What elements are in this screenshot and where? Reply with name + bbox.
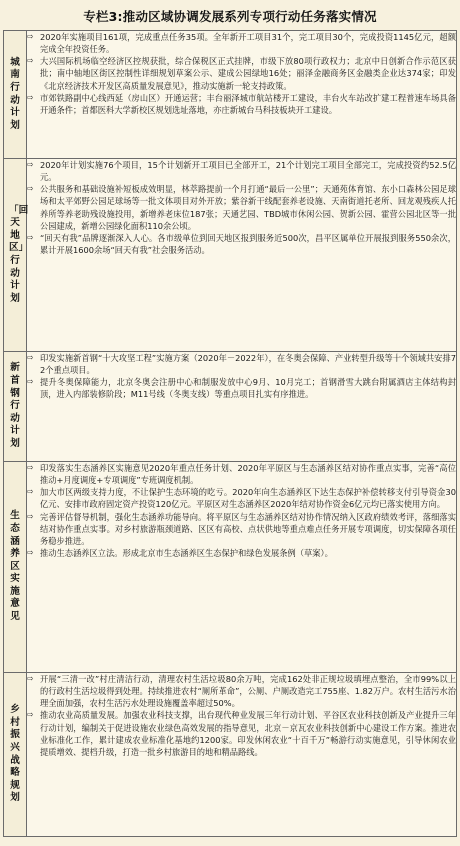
task-item bbox=[27, 709, 456, 758]
section-label-cell bbox=[4, 673, 27, 837]
arrow-icon: ⇨ bbox=[27, 710, 34, 720]
task-item-text: 开展“三清一改”村庄清洁行动，清理农村生活垃圾80余万吨，完成162处非正规垃圾填埋点整治，全市99%以上的行政村生活垃圾得到处理。持续推进农村“厕所革命”，公厕、户厕改造完工755座、1.82万户。农村生活污水治理全面加强，农村生活污水处理设施覆盖率超过50%。 bbox=[40, 674, 456, 709]
section-label: 新首钢行动计划 bbox=[10, 362, 20, 449]
task-item bbox=[27, 232, 456, 256]
task-item-text: 2020年计划实施76个项目，15个计划新开工项目已全部开工，21个计划完工项目全部完工，完成投资约52.5亿元。 bbox=[40, 160, 456, 183]
task-item bbox=[27, 462, 456, 486]
task-table bbox=[3, 30, 457, 837]
arrow-icon: ⇨ bbox=[27, 92, 34, 102]
section-items-cell bbox=[27, 462, 457, 673]
section-items-cell bbox=[27, 31, 457, 159]
section-row bbox=[4, 462, 457, 673]
task-item-text: 提升冬奥保障能力，北京冬奥会注册中心和制服发放中心9月、10月完工；首钢滑雪大跳台附属酒店主体结构封顶，进入内部装修阶段；M11号线（冬奥支线）等重点项目扎实有序推进。 bbox=[40, 377, 456, 400]
task-item-text: 完善评估督导机制，强化生态涵养功能导向。将平原区与生态涵养区结对协作情况纳入区政府绩效考评，落细落实结对协作重点实事。对乡村旅游瓶颈道路、区区有高校、点状供地等重点难点任务开展专项调度，切实保障各项任务稳步推进。 bbox=[40, 511, 456, 546]
section-items-cell bbox=[27, 352, 457, 462]
task-item-text: 2020年实施项目161项，完成重点任务35项。全年新开工项目31个，完工项目30个，完成投资1145亿元，超额完成全年投资任务。 bbox=[40, 32, 456, 55]
arrow-icon: ⇨ bbox=[27, 56, 34, 66]
task-item-text: 印发实施新首钢“十大攻坚工程”实施方案（2020年－2022年），在冬奥会保障、产业转型升级等十个领域共安排72个重点项目。 bbox=[40, 353, 456, 376]
section-label: 乡村振兴战略规划 bbox=[10, 704, 20, 804]
section-row bbox=[4, 352, 457, 462]
column-title: 专栏3:推动区域协调发展系列专项行动任务落实情况 bbox=[83, 9, 377, 24]
arrow-icon: ⇨ bbox=[27, 377, 34, 387]
task-item-text: 推动生态涵养区立法。形成北京市生态涵养区生态保护和绿色发展条例（草案）。 bbox=[40, 548, 333, 559]
section-label-cell bbox=[4, 159, 27, 352]
section-row bbox=[4, 31, 457, 159]
task-item bbox=[27, 92, 456, 116]
task-item-text: 推动农业高质量发展。加强农业科技支撑，出台现代种业发展三年行动计划、平谷区农业科技创新及产业提升三年行动计划，编制关于促进设施农业绿色高效发展的指导意见，北京－京瓦农业科技创新中心建设工作方案。推进农业标准化工作，累计建成农业标准化基地约1200家。印发休闲农业“十百千万”畅游行动实施意见，引导休闲农业提质增效、提档升级，打造一批乡村旅游目的地和精品路线。 bbox=[40, 710, 456, 757]
task-item bbox=[27, 352, 456, 376]
task-item-text: 加大市区两级支持力度，不让保护生态环境的吃亏。2020年向生态涵养区下达生态保护补偿转移支付引导资金30亿元、安排市政府固定资产投资120亿元。平原区对生态涵养区2020年结对协作资金6亿元均已落实使用方向。 bbox=[40, 487, 456, 510]
section-row bbox=[4, 159, 457, 352]
task-item-text: “回天有我”品牌逐渐深入人心。各市级单位到回天地区报到服务近500次，昌平区属单位开展报到服务550余次，累计开展1600余场“回天有我”社会服务活动。 bbox=[40, 232, 456, 256]
task-item bbox=[27, 673, 456, 709]
task-item bbox=[27, 55, 456, 91]
arrow-icon: ⇨ bbox=[27, 32, 34, 41]
arrow-icon: ⇨ bbox=[27, 160, 34, 169]
arrow-icon: ⇨ bbox=[27, 548, 34, 558]
task-item bbox=[27, 159, 456, 183]
task-item bbox=[27, 486, 456, 510]
arrow-icon: ⇨ bbox=[27, 487, 34, 497]
section-label: 城南行动计划 bbox=[10, 56, 20, 131]
section-items-cell bbox=[27, 673, 457, 837]
arrow-icon: ⇨ bbox=[27, 353, 34, 362]
task-item-text: 市郊铁路副中心线西延（房山区）开通运营；丰台丽泽城市航站楼开工建设，丰台火车站改扩建工程普速车场具备开通条件；首都医科大学新校区规划选址落地，亦庄新城台马科技板块开工建设。 bbox=[40, 92, 456, 115]
task-item-text: 印发落实生态涵养区实施意见2020年重点任务计划、2020年平原区与生态涵养区结对协作重点实事，完善“高位推动+月度调度+专项调度”专班调度机制。 bbox=[40, 463, 456, 486]
task-item bbox=[27, 511, 456, 547]
arrow-icon: ⇨ bbox=[27, 184, 34, 194]
arrow-icon: ⇨ bbox=[27, 463, 34, 472]
section-label: 生态涵养区实施意见 bbox=[10, 510, 20, 623]
task-item bbox=[27, 31, 456, 55]
section-label-cell bbox=[4, 352, 27, 462]
task-table-body bbox=[4, 31, 457, 837]
section-row bbox=[4, 673, 457, 837]
task-item-text: 公共服务和基础设施补短板成效明显，林萃路提前一个月打通“最后一公里”；天通苑体育馆、东小口森林公园足球场和太平郊野公园足球场等一批文体项目对外开放；紫谷新干线配套养老设施、天南街道托老所、回龙观残疾人托养所等养老助残设施投用，新增养老床位187张；天通艺园、TBD城市休闲公园、贺新公园、霍营公园北区等一批公园建成，新增公园绿化面积110余公顷。 bbox=[40, 184, 456, 231]
task-item-text: 大兴国际机场临空经济区控规获批，综合保税区正式挂牌，市级下放80项行政权力；北京中日创新合作示范区获批；南中轴地区街区控制性详细规划草案公示、建成公园绿地16处；丽泽金融商务区金融类企业达374家；印发《北京经济技术开发区高质量发展意见》，推动实施新一轮支持政策。 bbox=[40, 56, 456, 91]
task-item bbox=[27, 547, 456, 559]
section-label-cell bbox=[4, 31, 27, 159]
section-label: 「回天地区」行动计划 bbox=[9, 204, 29, 304]
arrow-icon: ⇨ bbox=[27, 511, 34, 521]
task-item bbox=[27, 376, 456, 400]
section-label-cell bbox=[4, 462, 27, 673]
arrow-icon: ⇨ bbox=[27, 232, 34, 242]
task-item bbox=[27, 183, 456, 232]
arrow-icon: ⇨ bbox=[27, 674, 34, 683]
section-items-cell bbox=[27, 159, 457, 352]
